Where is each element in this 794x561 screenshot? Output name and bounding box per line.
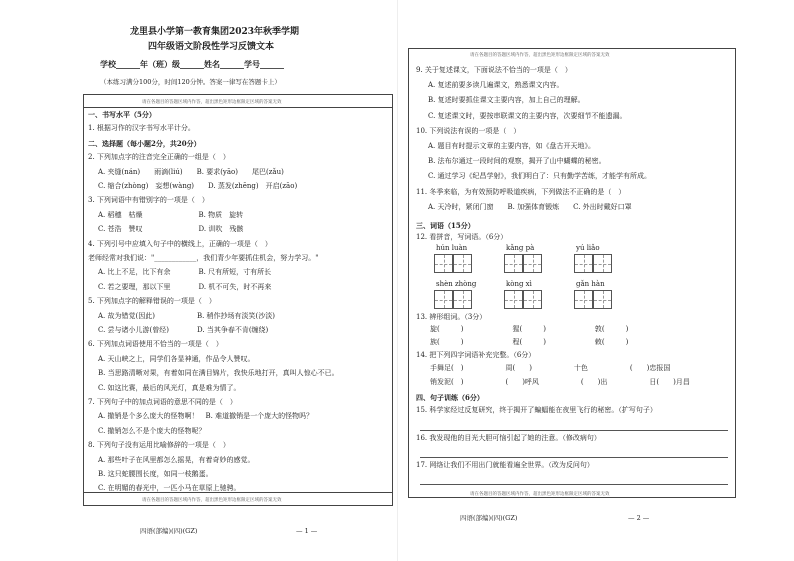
q14-prompt: 14. 把下列四字词语补充完整。（6分） [416,351,536,359]
tian-grid-box[interactable] [504,290,523,309]
q17-prompt: 17. 网络让我们不用出门就能看遍全世界。（改为反问句） [416,461,594,469]
pinyin-label: yú liǎo [576,244,600,252]
student-info-line[interactable]: 学校______年（班）级______姓名______学号______ [100,59,284,69]
pinyin-label: shèn zhòng [436,280,477,288]
area-notice-top-2: 请在各题目的答题区域内作答，超出黑色矩形边框限定区域的答案无效 [470,53,610,58]
tian-grid-box[interactable] [434,254,453,273]
q15-prompt: 15. 科学家经过反复研究，终于揭开了蝙蝠能在夜里飞行的秘密。（扩写句子） [416,406,657,414]
page2-line: A. 题目有时提示文章的主要内容，如《盘古开天地》。 [428,142,596,150]
page1-line: 2. 下列加点字的注音完全正确的一组是（ ） [88,153,230,162]
pinyin-label: kǎng pà [506,244,535,252]
page2-line: B. 复述时要抓住课文主要内容，加上自己的理解。 [428,96,585,105]
page2-line: 11. 冬季来临，为有效预防呼吸道疾病，下列做法不正确的是（ ） [416,187,626,196]
page-divider [397,0,398,561]
q14-row-1[interactable]: 手舞足( ) 周( ) 十色 ( )忠报国 [430,364,671,372]
pinyin-label: hún luàn [436,244,468,252]
exam-title-school: 龙里县小学第一教育集团2023年秋季学期 [130,27,300,37]
q16-answer-line[interactable] [420,457,728,458]
page1-line: C. 缩合(zhòng) 妄想(wàng) D. 蒸发(zhēng) 开启(zāo) [98,182,298,190]
page2-line: B. 法布尔通过一段时间的观察，揭开了山中蝴蝶的秘密。 [428,157,606,166]
page2-line: C. 复述课文时，要按串联课文的主要内容，次要细节不能遗漏。 [428,111,627,120]
tian-grid-box[interactable] [574,290,593,309]
area-notice-bottom: 请在各题目的答题区域内作答，超出黑色矩形边框限定区域的答案无效 [142,498,282,503]
page2-line: C. 通过学习《纪昌学射》，我们明白了：只有勤学苦练，才能学有所成。 [428,172,652,181]
exam-title-subject: 四年级语文阶段性学习反馈文本 [148,42,275,52]
footer-page-number: — 1 — [296,527,318,535]
footer-page-number-2: — 2 — [628,514,650,522]
page1-line: C. 撤销怎么不是个庞大的怪物呢？ [98,426,206,435]
answer-page-2 [400,0,794,561]
area-notice-top-bar [84,95,392,108]
page1-line: C. 如这比赛，最后的风光灯，真是难为情了。 [98,383,241,392]
q17-answer-line[interactable] [420,484,728,485]
page2-line: 9. 关于复述课文，下面说法不恰当的一项是（ ） [416,66,572,74]
page1-line: C. 在明媚的春光中，一匹小马在草原上驰骋。 [98,484,241,493]
q12-prompt: 12. 看拼音，写词语。（6分） [416,233,508,241]
page1-line: A. 稻穗 枯燥 B. 物质 旋转 [98,210,244,219]
page1-line: 老师经常对我们说："____________，我们青少年要抓住机会，努力学习。" [88,254,319,262]
tian-grid-box[interactable] [434,290,453,309]
page1-line: A. 比上不足，比下有余 B. 尺有所短，寸有所长 [98,268,272,277]
area-notice-top-bar-2 [409,37,735,49]
q16-prompt: 16. 我发现他的目光大胆可恼引起了她的注意。（修改病句） [416,434,601,442]
page2-line: 10. 下列说法有误的一项是（ ） [416,126,521,135]
page1-line: 7. 下列句子中的加点词语的意思不同的是（ ） [88,398,237,406]
footer-subject-code-2: 四语(部编)(四)(GZ) [460,514,518,522]
page1-line: 3. 下列词语中有错别字的一项是（ ） [88,196,209,205]
pinyin-label: kòng xì [506,280,532,288]
tian-grid-box[interactable] [593,290,612,309]
page1-line: A. 撤销是个多么庞大的怪物啊！ B. 难道撤销是一个庞大的怪物吗？ [98,412,314,421]
page1-line: 1. 根据习作的汉字书写水平计分。 [88,124,195,133]
tian-grid-box[interactable] [593,254,612,273]
tian-grid-box[interactable] [453,290,472,309]
tian-grid-box[interactable] [453,254,472,273]
area-notice-bottom-2: 请在各题目的答题区域内作答，超出黑色矩形边框限定区域的答案无效 [470,492,610,497]
page2-line: A. 复述前要多读几遍课文，熟悉课文内容。 [428,81,564,90]
page1-line: B. 当思路清晰对果，有着如同在满目锦片，我快乐地打开，真叫人惊心不已。 [98,369,339,378]
section-sentences-heading: 四、句子训练（6分） [416,393,484,402]
page2-line: A. 天冷时，紧闭门窗 B. 加强体育锻炼 C. 外出时戴好口罩 [428,202,632,211]
page1-line: C. 苍浩 赞叹 D. 训吹 残骸 [98,225,244,234]
answer-page-1 [0,0,394,561]
tian-grid-box[interactable] [504,254,523,273]
q13-row-2[interactable]: 族( ) 程( ) 敕( ) [430,338,629,346]
page1-line: 一、书写水平（5分） [88,110,156,119]
section-words-heading: 三、词语（15分） [416,221,475,230]
page1-line: 6. 下列加点词语使用不恰当的一项是（ ） [88,340,223,349]
area-notice-bottom-bar [84,492,392,505]
page1-line: A. 那些叶子在风里都怎么摇晃，有着奇妙的感觉。 [98,455,255,464]
area-notice-top: 请在各题目的答题区域内作答，超出黑色矩形边框限定区域的答案无效 [142,100,282,105]
page1-line: C. 若之要理，那以下里 D. 机不可失，时不再来 [98,282,272,291]
tian-grid-box[interactable] [574,254,593,273]
page1-line: B. 这只蛇腰围长度，如同一枝鹅蛋。 [98,470,213,478]
pinyin-label: gǎn hàn [576,280,605,288]
page1-line: A. 故为错觉(因此) B. 稍作抄场有淡笑(沙淡) [98,311,276,320]
q15-answer-line[interactable] [420,430,728,431]
exam-note: （本练习满分100分，时间120分钟。答案一律写在答题卡上） [100,78,281,86]
page1-line: 5. 下列加点字的解释错误的一项是（ ） [88,297,216,306]
page1-line: A. 天山峡之上，同学们各显神通，作品令人赞叹。 [98,354,255,363]
tian-grid-box[interactable] [523,254,542,273]
q13-row-1[interactable]: 旋( ) 猩( ) 敦( ) [430,325,629,333]
page1-line: 8. 下列句子没有运用比喻修辞的一项是（ ） [88,441,230,450]
q14-row-2[interactable]: 销发泥( ) ( )呼风 ( )出 日( )月昌 [430,378,690,386]
page1-line: A. 夹缝(nán) 雨滴(liú) B. 要求(yāo) 尾巴(zǎu) [98,167,284,176]
page1-line: 4. 下列引号中应填入句子中的横线上，正确的一项是（ ） [88,239,272,248]
q13-prompt: 13. 辨形组词。（3分） [416,313,487,321]
tian-grid-box[interactable] [523,290,542,309]
page1-line: 二、选择题（每小题2分，共20分） [88,138,201,148]
footer-subject-code: 四语(部编)(四)(GZ) [140,527,198,535]
page1-line: C. 尝与诸小儿游(曾经) D. 当其争春不肯(缠绕) [98,326,269,334]
